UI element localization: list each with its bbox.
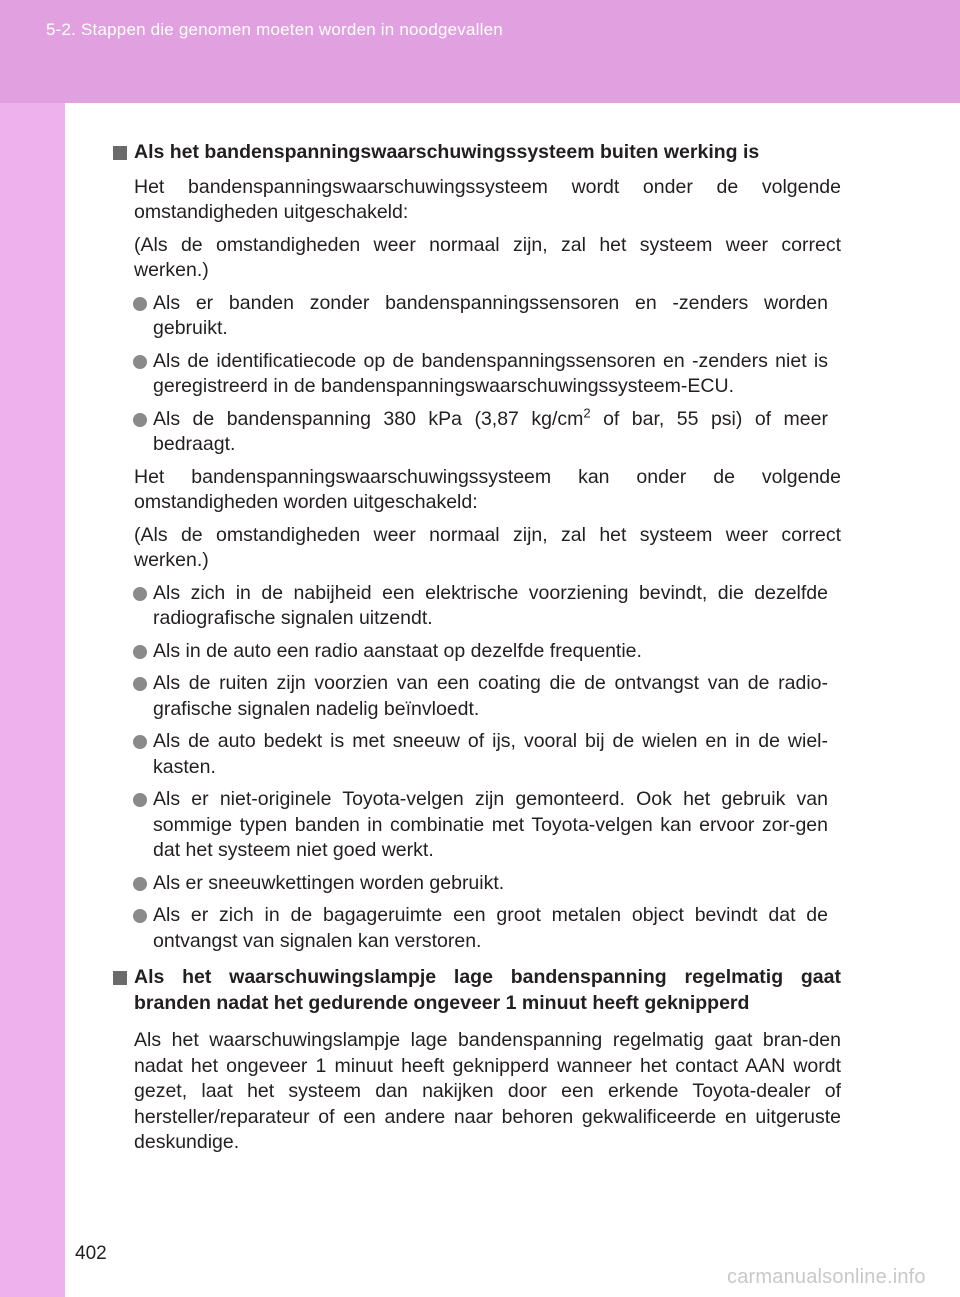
paragraph-note-2: (Als de omstandigheden weer normaal zijn, zal het systeem weer correct werken.) bbox=[134, 523, 841, 571]
round-bullet-icon bbox=[133, 909, 147, 923]
list-item: Als in de auto een radio aanstaat op dezelfde frequentie. bbox=[113, 639, 841, 665]
list-item: Als er zich in de bagageruimte een groot metalen object bevindt dat de ontvangst van signalen kan verstoren. bbox=[113, 903, 841, 954]
chapter-title: 5-2. Stappen die genomen moeten worden in noodgevallen bbox=[46, 20, 503, 39]
round-bullet-icon bbox=[133, 677, 147, 691]
round-bullet-icon bbox=[133, 735, 147, 749]
list-item: Als de identificatiecode op de bandenspanningssensoren en -zenders niet is geregistreerd in de bandenspanningswaarschuwingssysteem-ECU. bbox=[113, 349, 841, 400]
round-bullet-icon bbox=[133, 413, 147, 427]
list-item: Als er sneeuwkettingen worden gebruikt. bbox=[113, 871, 841, 897]
paragraph-intro-1: Het bandenspanningswaarschuwingssysteem wordt onder de volgende omstandigheden uitgeschakeld: bbox=[134, 175, 841, 223]
round-bullet-icon bbox=[133, 645, 147, 659]
page-header bbox=[0, 0, 960, 103]
page-side-band bbox=[0, 0, 65, 1297]
watermark: carmanualsonline.info bbox=[727, 1266, 926, 1288]
list-item-pressure: Als de bandenspanning 380 kPa (3,87 $kg/cm^2$ of bar, 55 psi) of meer bedraagt. bbox=[113, 407, 841, 458]
square-bullet-icon bbox=[113, 146, 127, 160]
square-bullet-icon bbox=[113, 971, 127, 985]
section-heading-warning-light: Als het waarschuwingslampje lage bandenspanning regelmatig gaat branden nadat het gedurende ongeveer 1 minuut heeft geknipperd bbox=[113, 965, 841, 1016]
round-bullet-icon bbox=[133, 297, 147, 311]
page-number: 402 bbox=[75, 1243, 107, 1264]
section-heading-tpms-off: Als het bandenspanningswaarschuwingssysteem buiten werking is bbox=[113, 140, 841, 166]
round-bullet-icon bbox=[133, 877, 147, 891]
list-item: Als er banden zonder bandenspanningssensoren en -zenders worden gebruikt. bbox=[113, 291, 841, 342]
list-item: Als er niet-originele Toyota-velgen zijn gemonteerd. Ook het gebruik van sommige typen banden in combinatie met Toyota-velgen kan ervoor zor-gen dat het systeem niet goed werkt. bbox=[113, 787, 841, 864]
round-bullet-icon bbox=[133, 587, 147, 601]
paragraph-warning-light: Als het waarschuwingslampje lage bandenspanning regelmatig gaat bran-den nadat het ongeveer 1 minuut heeft geknipperd wanneer het contact AAN wordt gezet, laat het systeem dan nakijken door een erkende Toyota-dealer of hersteller/reparateur of een andere naar behoren gekwalificeerde en uitgeruste deskundige. bbox=[134, 1029, 841, 1153]
round-bullet-icon bbox=[133, 355, 147, 369]
list-item: Als de auto bedekt is met sneeuw of ijs, vooral bij de wielen en in de wiel-kasten. bbox=[113, 729, 841, 780]
list-item: Als de ruiten zijn voorzien van een coating die de ontvangst van de radio-grafische signalen nadelig beïnvloedt. bbox=[113, 671, 841, 722]
list-item: Als zich in de nabijheid een elektrische voorziening bevindt, die dezelfde radiografische signalen uitzendt. bbox=[113, 581, 841, 632]
page-content bbox=[113, 140, 841, 1163]
paragraph-note-1: (Als de omstandigheden weer normaal zijn, zal het systeem weer correct werken.) bbox=[134, 233, 841, 281]
round-bullet-icon bbox=[133, 793, 147, 807]
paragraph-intro-2: Het bandenspanningswaarschuwingssysteem kan onder de volgende omstandigheden worden uitgeschakeld: bbox=[134, 465, 841, 513]
